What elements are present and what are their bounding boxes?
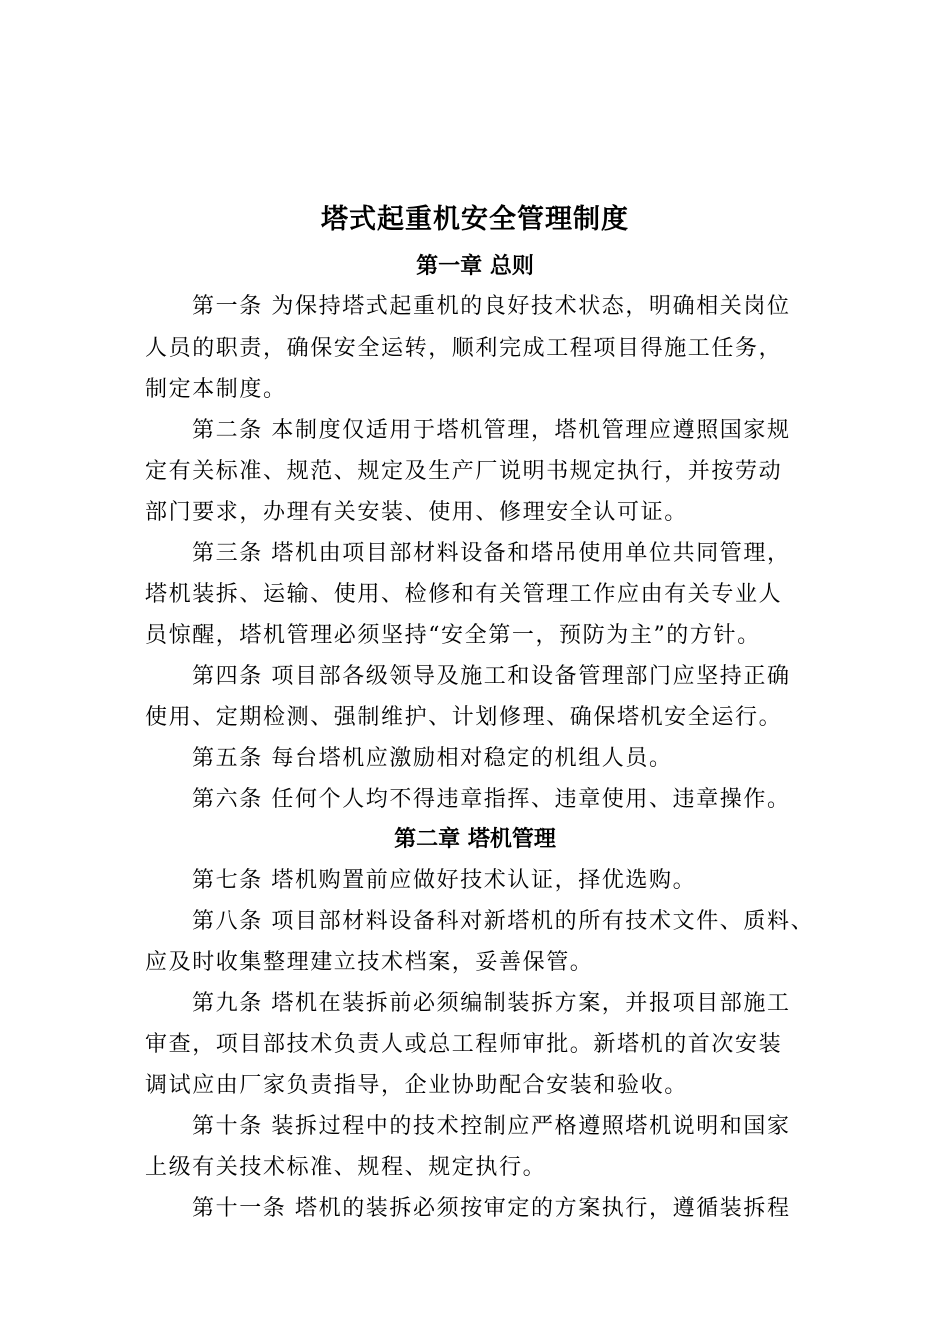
text-line: 使用、定期检测、强制维护、计划修理、确保塔机安全运行。 <box>145 705 783 730</box>
text-line: 第一条 为保持塔式起重机的良好技术状态，明确相关岗位 <box>192 294 791 319</box>
text-line: 制定本制度。 <box>145 377 287 402</box>
text-line: 定有关标准、规范、规定及生产厂说明书规定执行，并按劳动 <box>145 459 783 484</box>
text-line: 第三条 塔机由项目部材料设备和塔吊使用单位共同管理， <box>192 541 791 566</box>
text-line: 上级有关技术标准、规程、规定执行。 <box>145 1155 547 1180</box>
text-line: 第九条 塔机在装拆前必须编制装拆方案，并报项目部施工 <box>192 991 791 1016</box>
text-line: 调试应由厂家负责指导，企业协助配合安装和验收。 <box>145 1073 688 1098</box>
chapter-heading: 第一章 总则 <box>416 253 534 279</box>
document-title: 塔式起重机安全管理制度 <box>321 204 629 235</box>
text-line: 第七条 塔机购置前应做好技术认证，择优选购。 <box>192 868 697 893</box>
text-line: 第八条 项目部材料设备科对新塔机的所有技术文件、质料、 <box>192 909 815 934</box>
text-line: 第六条 任何个人均不得违章指挥、违章使用、违章操作。 <box>192 787 791 812</box>
text-line: 应及时收集整理建立技术档案，妥善保管。 <box>145 950 594 975</box>
text-line: 第十条 装拆过程中的技术控制应严格遵照塔机说明和国家 <box>192 1114 791 1139</box>
text-line: 第四条 项目部各级领导及施工和设备管理部门应坚持正确 <box>192 664 791 689</box>
text-line: 人员的职责，确保安全运转，顺利完成工程项目得施工任务， <box>145 336 783 361</box>
text-line: 员惊醒，塔机管理必须坚持“安全第一，预防为主”的方针。 <box>145 623 761 648</box>
text-line: 第五条 每台塔机应激励相对稳定的机组人员。 <box>192 746 673 771</box>
text-line: 第二条 本制度仅适用于塔机管理，塔机管理应遵照国家规 <box>192 418 791 443</box>
text-line: 第十一条 塔机的装拆必须按审定的方案执行，遵循装拆程 <box>192 1196 791 1221</box>
text-line: 审查，项目部技术负责人或总工程师审批。新塔机的首次安装 <box>145 1032 783 1057</box>
text-line: 塔机装拆、运输、使用、检修和有关管理工作应由有关专业人 <box>145 582 783 607</box>
text-line: 部门要求，办理有关安装、使用、修理安全认可证。 <box>145 500 688 525</box>
chapter-heading: 第二章 塔机管理 <box>394 826 556 852</box>
